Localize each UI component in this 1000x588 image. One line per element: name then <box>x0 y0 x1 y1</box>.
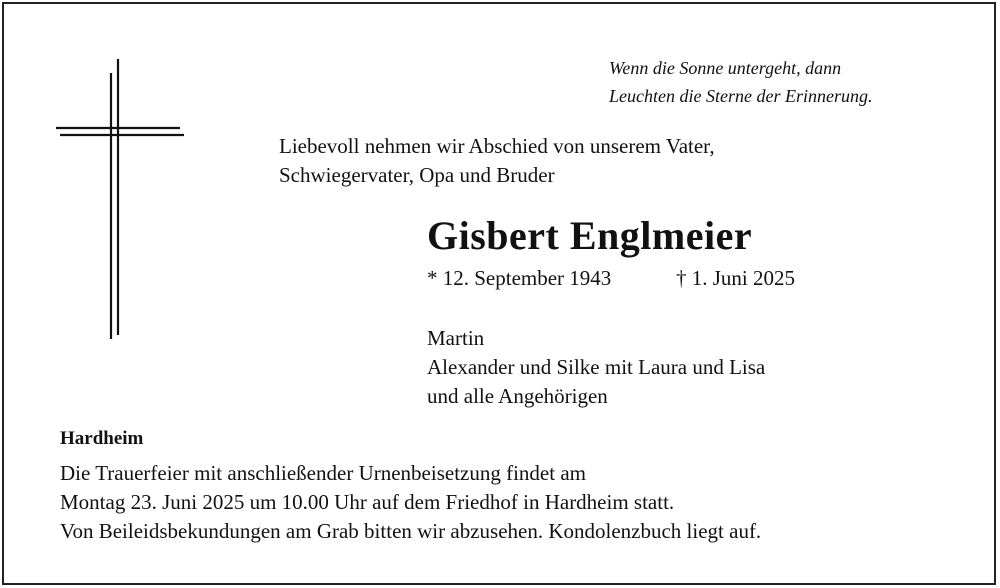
deceased-name: Gisbert Englmeier <box>427 213 753 258</box>
notice-line: Die Trauerfeier mit anschließender Urnenbeisetzung findet am <box>60 461 586 485</box>
notice-line: Von Beileidsbekundungen am Grab bitten wir abzusehen. Kondolenzbuch liegt auf. <box>60 519 762 543</box>
intro-text <box>279 132 715 190</box>
place-name: Hardheim <box>60 428 144 449</box>
intro-line-2: Schwiegervater, Opa und Bruder <box>279 163 555 187</box>
notice-line: Montag 23. Juni 2025 um 10.00 Uhr auf dem Friedhof in Hardheim statt. <box>60 490 675 514</box>
motto-line-2: Leuchten die Sterne der Erinnerung. <box>609 86 873 106</box>
life-dates <box>427 266 796 291</box>
obituary-card <box>2 2 996 585</box>
mourners-list <box>427 324 765 411</box>
mourner-line: und alle Angehörigen <box>427 384 608 408</box>
mourner-line: Alexander und Silke mit Laura und Lisa <box>427 355 766 379</box>
funeral-notice <box>60 459 761 546</box>
motto <box>609 54 872 110</box>
intro-line-1: Liebevoll nehmen wir Abschied von unserem Vater, <box>279 134 715 158</box>
motto-line-1: Wenn die Sonne untergeht, dann <box>609 58 842 78</box>
mourner-line: Martin <box>427 326 485 350</box>
cross-icon <box>54 59 189 349</box>
birth-date: * 12. September 1943 <box>427 266 612 290</box>
death-date: † 1. Juni 2025 <box>676 266 796 290</box>
